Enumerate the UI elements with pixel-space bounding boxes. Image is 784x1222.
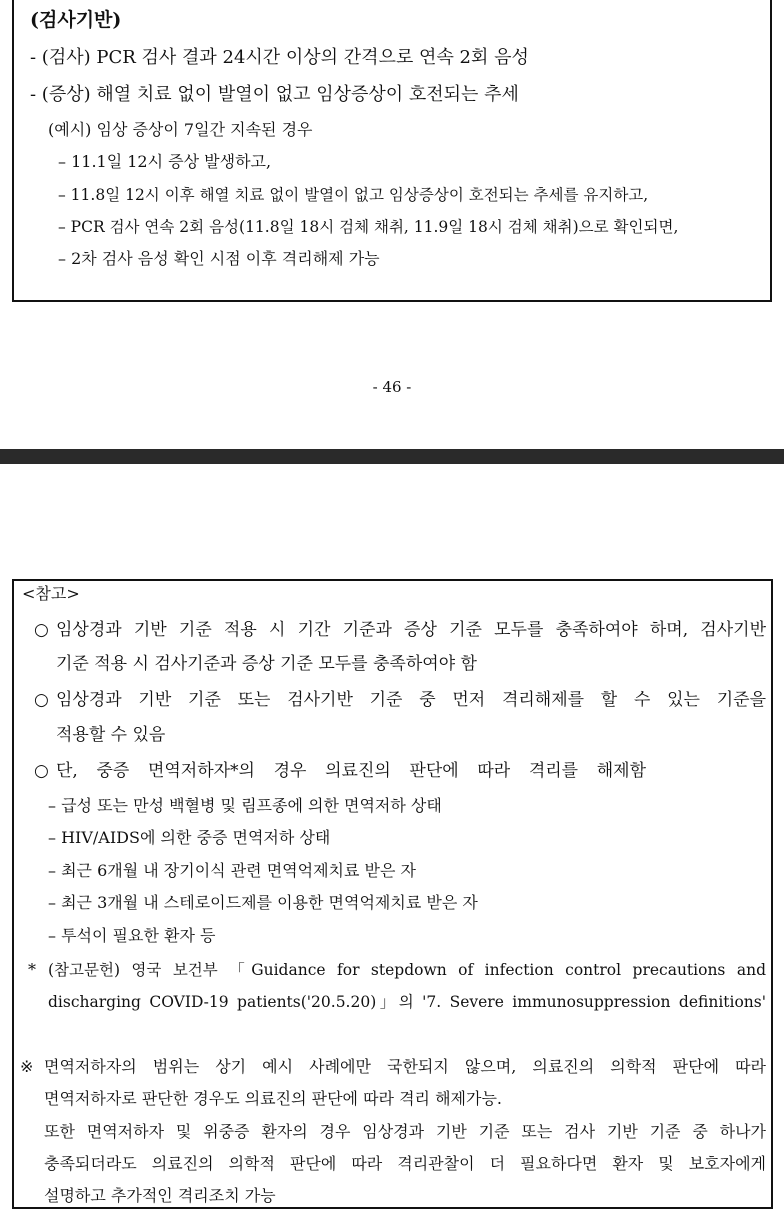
section-title: (검사기반)	[30, 9, 122, 31]
note-line: 또한 면역저하자 및 위중증 환자의 경우 임상경과 기반 기준 또는 검사 기반 기준 중 하나가	[44, 1122, 766, 1141]
note-mark: ※	[20, 1057, 34, 1076]
immunosuppression-item: – HIV/AIDS에 의한 중증 면역저하 상태	[48, 828, 331, 847]
immunosuppression-item: – 최근 3개월 내 스테로이드제를 이용한 면역억제치료 받은 자	[48, 893, 478, 912]
note-line: 충족되더라도 의료진의 의학적 판단에 따라 격리관찰이 더 필요하다면 환자 및 보호자에게	[44, 1154, 766, 1173]
reference-title: <참고>	[22, 584, 80, 603]
example-title: (예시) 임상 증상이 7일간 지속된 경우	[48, 120, 313, 139]
immunosuppression-item: – 투석이 필요한 환자 등	[48, 926, 216, 945]
example-line: – PCR 검사 연속 2회 음성(11.8일 18시 검체 채취, 11.9일 18시 검체 채취)으로 확인되면,	[58, 218, 679, 236]
page-separator-bar	[0, 449, 784, 464]
immunosuppression-item: – 급성 또는 만성 백혈병 및 림프종에 의한 면역저하 상태	[48, 796, 442, 815]
circle-bullet-icon: ○	[34, 690, 49, 710]
page-number: - 46 -	[372, 378, 412, 396]
reference-bullet-line: 임상경과 기반 기준 적용 시 기간 기준과 증상 기준 모두를 충족하여야 하며, 검사기반	[56, 620, 766, 640]
note-line: 설명하고 추가적인 격리조치 가능	[44, 1186, 276, 1205]
reference-bullet-line: 임상경과 기반 기준 또는 검사기반 기준 중 먼저 격리해제를 할 수 있는 기준을	[56, 690, 766, 710]
reference-citation-line: discharging COVID-19 patients('20.5.20)」의 '7. Severe immunosuppression definitions'	[48, 993, 766, 1011]
note-line: 면역저하자로 판단한 경우도 의료진의 판단에 따라 격리 해제가능.	[44, 1089, 503, 1108]
reference-citation-line: (참고문헌) 영국 보건부 「Guidance for stepdown of infection control precautions and	[48, 961, 766, 979]
example-line: – 11.8일 12시 이후 해열 치료 없이 발열이 없고 임상증상이 호전되는 추세를 유지하고,	[58, 186, 649, 204]
criteria-line-symptom: - (증상) 해열 치료 없이 발열이 없고 임상증상이 호전되는 추세	[30, 84, 519, 105]
immunosuppression-item: – 최근 6개월 내 장기이식 관련 면역억제치료 받은 자	[48, 861, 416, 880]
circle-bullet-icon: ○	[34, 620, 49, 640]
reference-bullet-line: 기준 적용 시 검사기준과 증상 기준 모두를 충족하여야 함	[56, 654, 477, 674]
circle-bullet-icon: ○	[34, 761, 49, 781]
reference-bullet-line: 단, 중증 면역저하자*의 경우 의료진의 판단에 따라 격리를 해제함	[56, 761, 646, 781]
note-line: 면역저하자의 범위는 상기 예시 사례에만 국한되지 않으며, 의료진의 의학적 판단에 따라	[44, 1057, 766, 1076]
criteria-line-test: - (검사) PCR 검사 결과 24시간 이상의 간격으로 연속 2회 음성	[30, 47, 529, 68]
example-line: – 2차 검사 음성 확인 시점 이후 격리해제 가능	[58, 249, 380, 268]
reference-bullet-line: 적용할 수 있음	[56, 725, 166, 745]
example-line: – 11.1일 12시 증상 발생하고,	[58, 152, 272, 171]
reference-mark: *	[28, 960, 36, 979]
